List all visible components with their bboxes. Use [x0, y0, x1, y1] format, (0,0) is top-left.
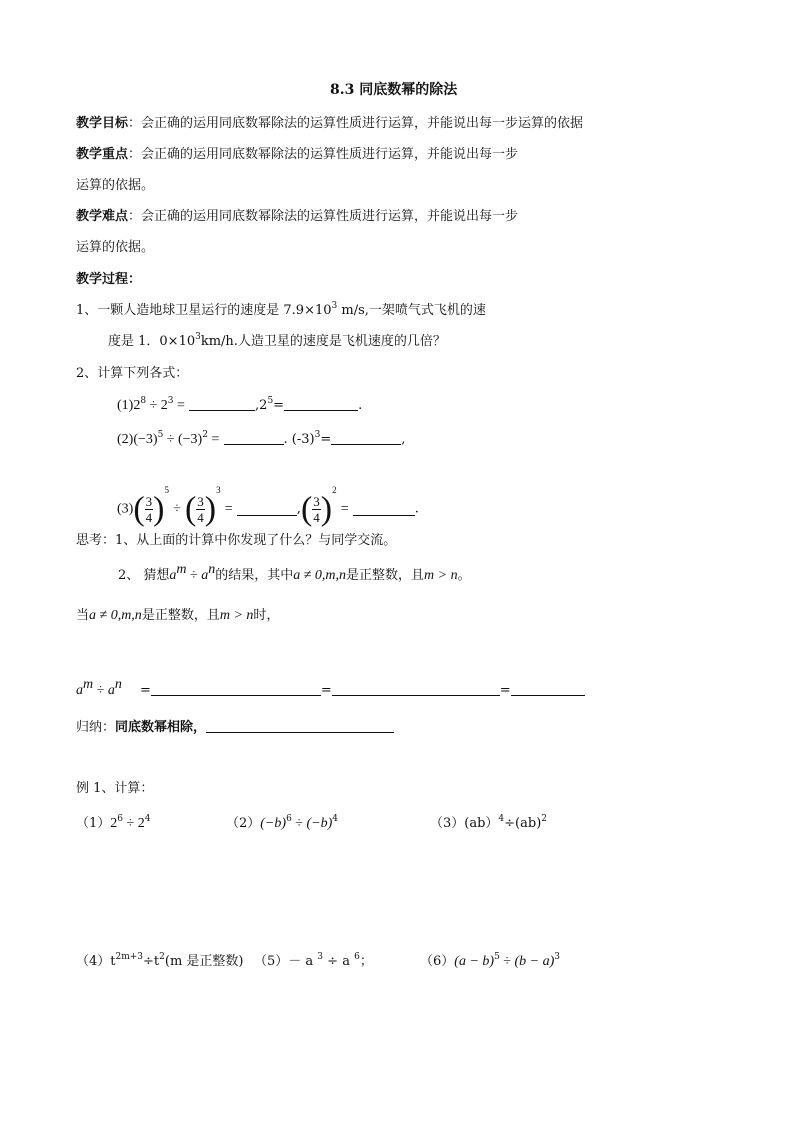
q2-row1: $(1)2^8 \div 2^3 = ,2^5=$ . — [117, 396, 363, 413]
q2-heading: 2、计算下列各式： — [76, 366, 189, 381]
q2-r2-eq: = — [207, 432, 220, 447]
inequality-expr: m > n — [219, 608, 254, 623]
power-exponent: n — [208, 562, 216, 577]
power-exponent: 4 — [144, 814, 151, 824]
think-text-c: 是正整数，且 — [346, 568, 425, 583]
difficulty-text: ：会正确的运用同底数幂除法的运算性质进行运算，并能说出每一步 — [128, 209, 519, 224]
induction-label: 归纳： — [76, 720, 116, 735]
power-exponent: 4 — [332, 814, 338, 824]
q2-r2-exp2: 2 — [202, 430, 208, 440]
power-exponent: 5 — [494, 952, 500, 962]
example-p3-b: ÷(ab) — [504, 816, 542, 831]
power-base: (−b) — [306, 816, 333, 831]
formula-line — [76, 677, 585, 699]
power-base: 2 — [110, 816, 118, 831]
q1-line1 — [76, 303, 486, 319]
q2-r1-label: (1) — [117, 398, 134, 413]
answer-blank[interactable] — [353, 503, 415, 516]
divide-operator: ÷ — [93, 683, 108, 698]
q2-r1-op: ÷ — [146, 398, 161, 413]
power-base: (a − b) — [454, 954, 495, 969]
process-heading: 教学过程： — [76, 272, 142, 287]
power-base: a — [169, 568, 177, 583]
fraction — [196, 494, 205, 525]
example-p2 — [226, 816, 338, 832]
q2-r1-mid-exp: 5 — [267, 396, 274, 406]
q2-r1-mid: ,2 — [255, 398, 268, 413]
q1-text-c: 度是 1．0×10 — [108, 334, 196, 349]
power-exponent: 2 — [332, 485, 337, 495]
example-p5-c: ； — [359, 954, 373, 969]
q2-r1-exp1: 8 — [140, 396, 147, 406]
fraction-numerator: 3 — [145, 494, 153, 509]
power-exponent: 3 — [317, 952, 324, 962]
divide-operator: ÷ — [173, 501, 181, 517]
power-exponent: m — [176, 562, 187, 577]
right-paren-icon: ) — [153, 490, 165, 528]
example-p5 — [254, 954, 373, 970]
q2-r2-exp1: 5 — [157, 430, 164, 440]
example-heading: 例 1、计算： — [76, 781, 154, 796]
example-p5-b: ÷ a — [323, 954, 355, 969]
example-p4-b: ÷t — [143, 954, 160, 969]
example-p6-label: （6） — [420, 954, 455, 969]
answer-blank[interactable] — [511, 683, 585, 696]
power-exponent: 3 — [216, 485, 221, 495]
fraction — [145, 494, 154, 525]
q1-line2 — [108, 334, 446, 350]
power-exponent: 6 — [117, 814, 124, 824]
q2-r3-label: (3) — [117, 501, 134, 517]
q2-r2-label: (2) — [117, 432, 134, 447]
focus-label: 教学重点 — [76, 147, 129, 162]
example-p1-label: （1） — [76, 816, 111, 831]
power-exponent: 5 — [164, 485, 169, 495]
example-p4-a: （4）t — [76, 954, 116, 969]
think-text-d: 。 — [457, 568, 471, 583]
answer-blank[interactable] — [331, 432, 401, 445]
page-title: 8.3 同底数幂的除法 — [330, 82, 458, 98]
q2-r1-base1: 2 — [133, 398, 141, 413]
objective-line — [76, 116, 583, 132]
when-text-b: 是正整数，且 — [141, 608, 220, 623]
divide-operator: ÷ — [291, 816, 307, 831]
equals-sign: = — [139, 683, 151, 698]
focus-text-cont: 运算的依据。 — [76, 178, 155, 193]
q1-exp2: 3 — [195, 332, 201, 342]
power-exponent: 2 — [541, 814, 547, 824]
q2-r1-exp2: 3 — [167, 396, 174, 406]
example-p2-label: （2） — [226, 816, 261, 831]
q2-r2-mid: . (-3) — [283, 432, 315, 447]
fraction-denominator: 4 — [145, 510, 153, 525]
think-text-b: 的结果，其中 — [215, 568, 294, 583]
example-p3-a: （3）(ab） — [430, 816, 499, 831]
power-exponent: 6 — [286, 814, 292, 824]
left-paren-icon: ( — [300, 490, 313, 528]
focus-text: ：会正确的运用同底数幂除法的运算性质进行运算，并能说出每一步 — [128, 147, 519, 162]
power-exponent: 2 — [159, 952, 165, 962]
q2-row2: $(2)(-3)^5 \div (-3)^2$ = . $(-3)^3=$ , — [117, 430, 406, 447]
example-p3 — [430, 816, 547, 832]
objective-text: ：会正确的运用同底数幂除法的运算性质进行运算，并能说出每一步运算的依据 — [128, 116, 584, 131]
difficulty-line — [76, 209, 518, 225]
answer-blank[interactable] — [284, 398, 358, 411]
induction-line — [76, 720, 394, 736]
answer-blank[interactable] — [151, 683, 321, 696]
answer-blank[interactable] — [206, 720, 394, 733]
q2-r2-expr2: (−3) — [177, 432, 203, 447]
condition-expr: a ≠ 0,m,n — [293, 568, 347, 583]
think-line2 — [118, 562, 471, 584]
power-exponent: 2m+3 — [115, 952, 144, 962]
q2-r1-base2: 2 — [160, 398, 168, 413]
focus-line — [76, 147, 518, 163]
q2-r2-eq2: = — [320, 432, 332, 447]
objective-label: 教学目标 — [76, 116, 129, 131]
think-line1: 思考：1、从上面的计算中你发现了什么？与同学交流。 — [76, 533, 397, 548]
power-base: 2 — [137, 816, 145, 831]
fraction-denominator: 4 — [197, 510, 204, 525]
equals-sign: = — [320, 683, 332, 698]
example-p4 — [76, 954, 244, 970]
right-paren-icon: ) — [320, 490, 333, 528]
answer-blank[interactable] — [224, 432, 284, 445]
q1-text-b: m/s,一架喷气式飞机的速 — [337, 303, 486, 318]
q2-r2-mid-exp: 3 — [314, 430, 321, 440]
comma: , — [296, 501, 301, 517]
fraction — [312, 494, 321, 525]
divide-operator: ÷ — [123, 816, 138, 831]
induction-bold: 同底数幂相除， — [115, 720, 207, 735]
think-text-a: 2、 猜想 — [118, 568, 170, 583]
power-exponent: 4 — [498, 814, 505, 824]
q1-text-a: 1、一颗人造地球卫星运行的速度是 7.9×10 — [76, 303, 332, 318]
answer-blank[interactable] — [332, 683, 500, 696]
when-line — [76, 608, 279, 624]
equals-sign: = — [340, 501, 349, 517]
answer-blank[interactable] — [189, 398, 255, 411]
power-exponent: 6 — [354, 952, 360, 962]
answer-blank[interactable] — [237, 503, 297, 516]
example-p1 — [76, 816, 150, 832]
fraction-denominator: 4 — [313, 510, 320, 525]
difficulty-text-cont: 运算的依据。 — [76, 240, 155, 255]
when-text-c: 时， — [253, 608, 280, 623]
when-text-a: 当 — [76, 608, 90, 623]
divide-operator: ÷ — [186, 568, 202, 583]
power-base: (b − a) — [514, 954, 555, 969]
example-p5-a: （5）－ a — [254, 954, 318, 969]
divide-operator: ÷ — [499, 954, 515, 969]
equals-sign: = — [499, 683, 511, 698]
q1-exp: 3 — [331, 301, 338, 311]
fraction-numerator: 3 — [313, 494, 320, 509]
inequality-expr: m > n — [424, 568, 458, 583]
power-exponent: 3 — [554, 952, 560, 962]
difficulty-label: 教学难点 — [76, 209, 129, 224]
example-p4-c: (m 是正整数) — [164, 954, 244, 969]
fraction-numerator: 3 — [197, 494, 204, 509]
q2-row3: (3)( $\frac{3}{4}$ )$^5$ ÷ ( $\frac{3}{4}$ )$^3$ = ,( $\frac{3}{4}$ )$^2$ = . — [117, 485, 419, 528]
q2-r2-op: ÷ — [163, 432, 178, 447]
right-paren-icon: ) — [204, 490, 217, 528]
q1-text-d: km/h.人造卫星的速度是飞机速度的几倍？ — [200, 334, 446, 349]
q2-r1-eq: = — [173, 398, 185, 413]
power-exponent: m — [83, 677, 94, 692]
equals-sign: = — [224, 501, 233, 517]
left-paren-icon: ( — [184, 490, 197, 528]
power-base: a — [201, 568, 209, 583]
power-exponent: n — [114, 677, 122, 692]
power-base: a — [76, 683, 83, 698]
power-base: (−b) — [260, 816, 287, 831]
left-paren-icon: ( — [133, 490, 145, 528]
example-p6 — [420, 954, 560, 970]
condition-expr: a ≠ 0,m,n — [89, 608, 142, 623]
power-base: a — [107, 683, 115, 698]
q2-r1-eq2: = — [273, 398, 285, 413]
q2-r2-expr1: (−3) — [133, 432, 158, 447]
